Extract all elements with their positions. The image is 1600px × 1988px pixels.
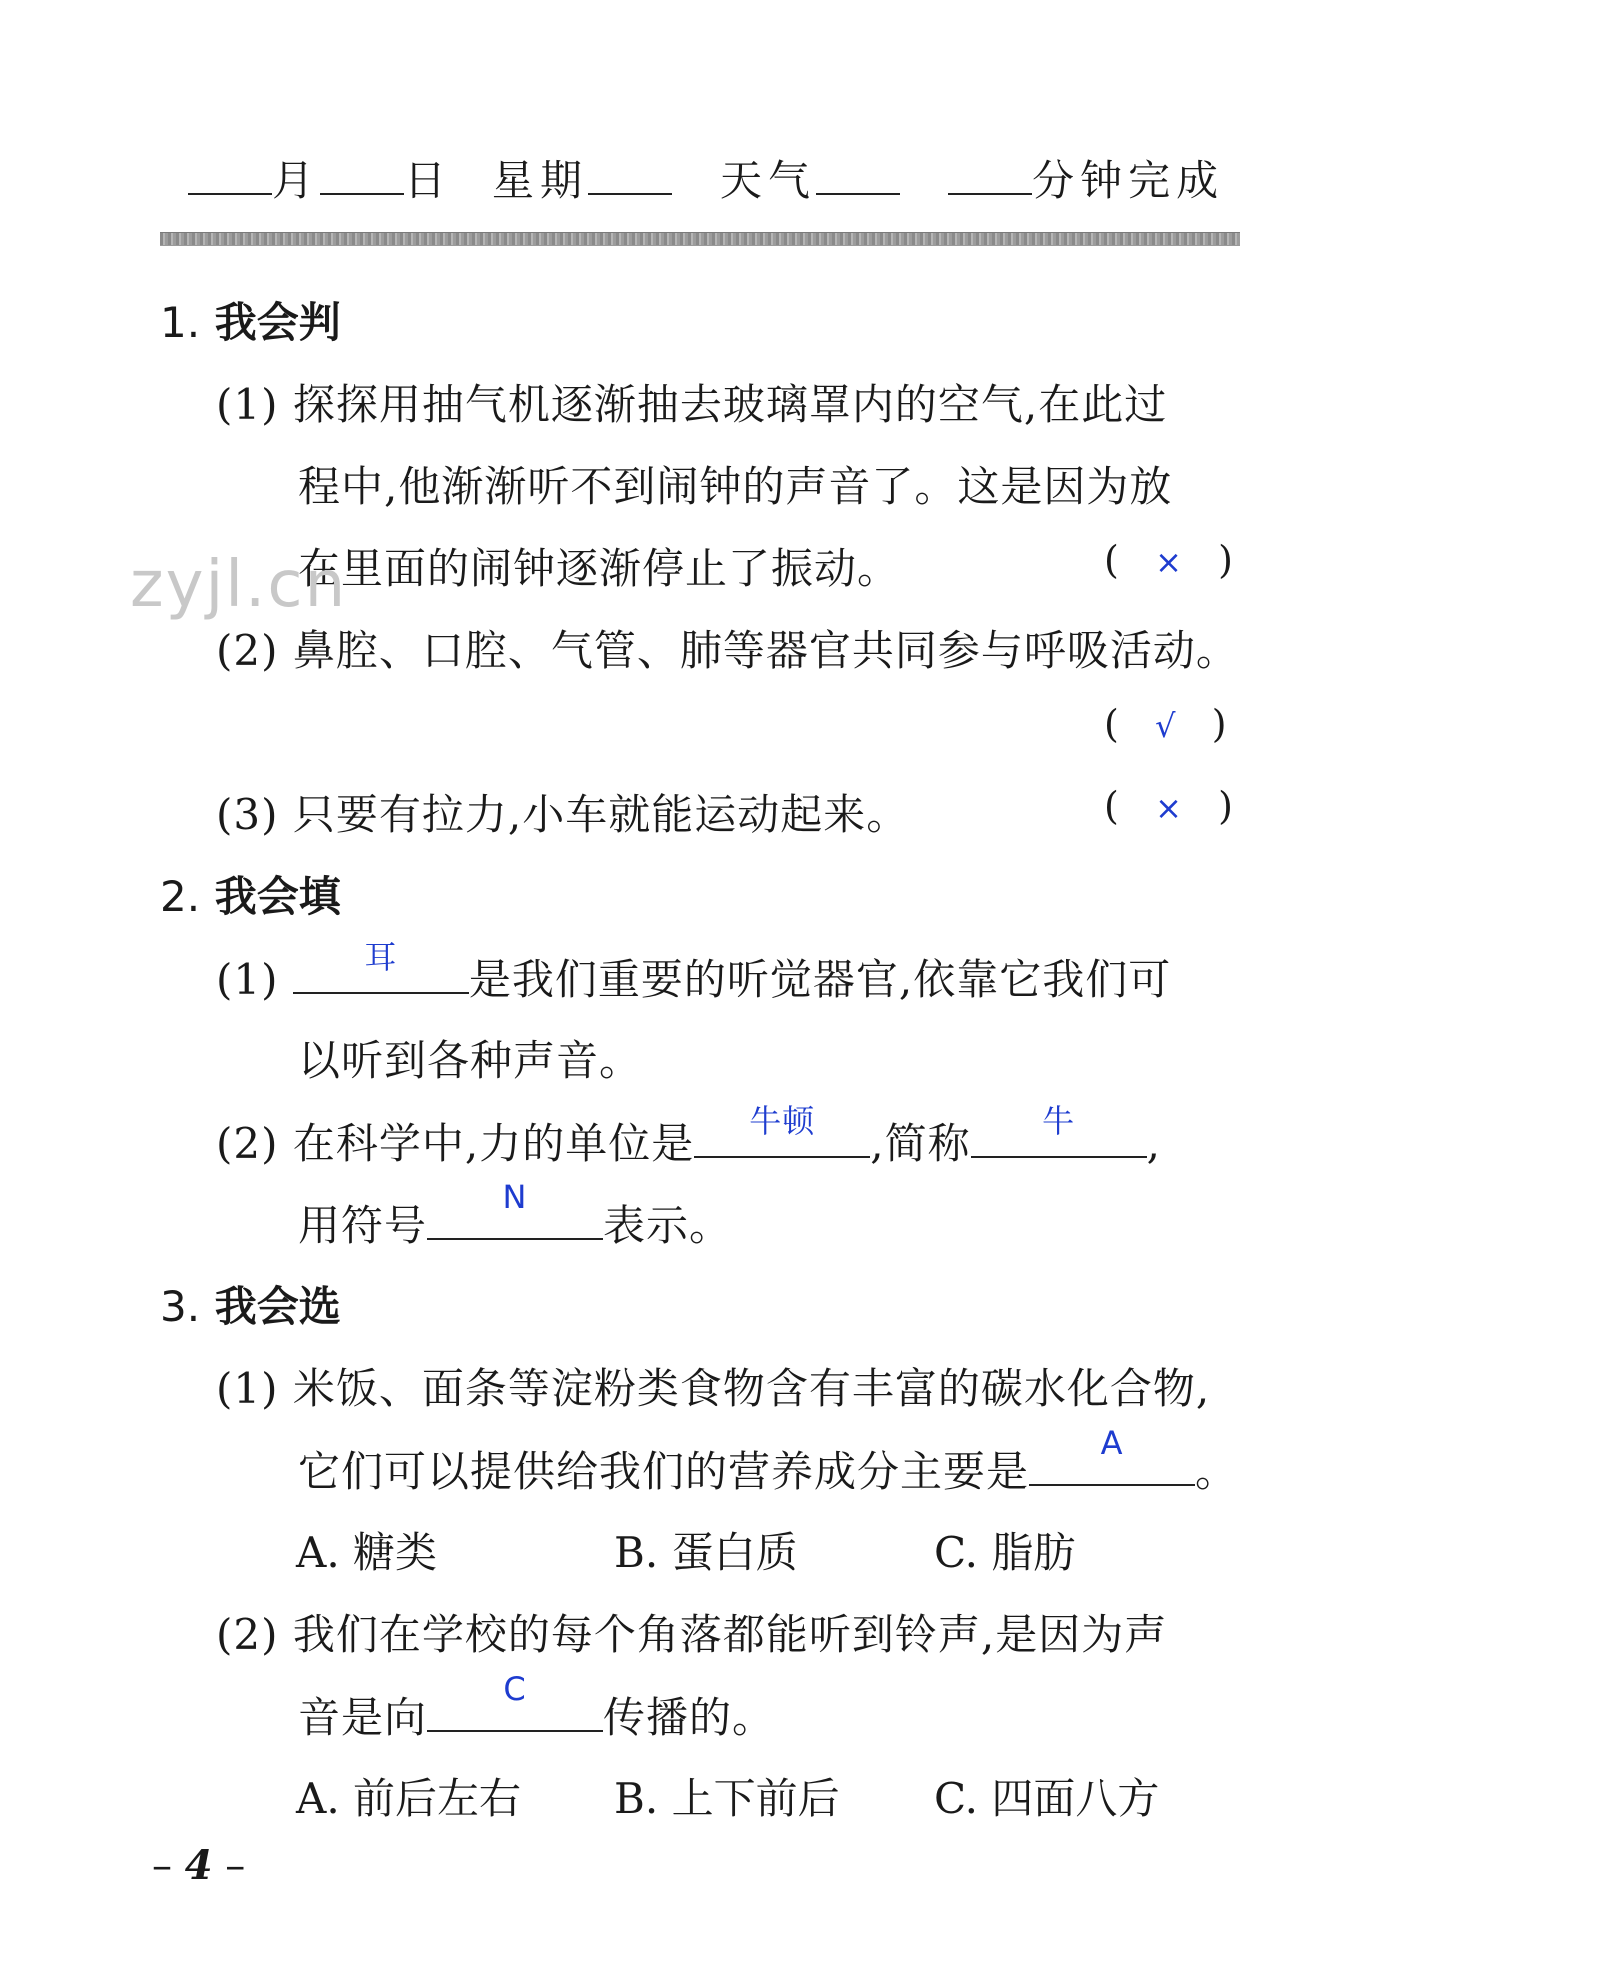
q3-1-line1 [216, 1356, 1210, 1416]
q3-2-text3: 传播的。 [603, 1693, 776, 1742]
q3-2-option-a: A. 前后左右 [296, 1774, 522, 1823]
q1-1-line1 [216, 372, 1167, 432]
q2-1-label: (1) [216, 955, 279, 1004]
q2-1-line1 [216, 938, 1172, 1007]
weekday-label: 星期 [492, 156, 589, 205]
page-number-value: 4 [184, 1842, 213, 1889]
minutes-blank [948, 183, 1032, 195]
q3-2-label: (2) [216, 1610, 279, 1659]
q3-1-label: (1) [216, 1364, 279, 1413]
q3-2-option-b: B. 上下前后 [614, 1774, 840, 1823]
q2-1-text1: 是我们重要的听觉器官,依靠它我们可 [468, 955, 1172, 1004]
q2-2-answer2: 牛 [1042, 1102, 1076, 1140]
section-3-number: 3. [160, 1282, 201, 1331]
q2-1-answer: 耳 [364, 938, 398, 976]
q3-1-option-c: C. 脂肪 [934, 1528, 1076, 1577]
q1-2-text1: 鼻腔、口腔、气管、肺等器官共同参与呼吸活动。 [292, 626, 1239, 675]
q2-2-blank2 [971, 1102, 1147, 1158]
weekday-blank [588, 183, 672, 195]
q1-3-answer-box: ( × ) [1104, 784, 1233, 828]
q3-1-text1: 米饭、面条等淀粉类食物含有丰富的碳水化合物, [292, 1364, 1211, 1413]
q1-2-line1 [216, 618, 1239, 678]
q1-1-answer-box: ( × ) [1104, 538, 1233, 582]
section-1-label: 我会判 [214, 298, 341, 347]
section-2-number: 2. [160, 872, 201, 921]
q2-2-text1: 在科学中,力的单位是 [292, 1119, 695, 1168]
q2-2-text4: 用符号 [298, 1201, 428, 1250]
q2-2-text2: ,简称 [870, 1119, 971, 1168]
q1-1-label: (1) [216, 380, 279, 429]
month-blank [188, 183, 272, 195]
q2-1-line2 [298, 1028, 642, 1088]
q1-2-label: (2) [216, 626, 279, 675]
q1-2-answer-box: ( √ ) [1104, 702, 1227, 746]
q1-1-line2 [298, 454, 1172, 514]
q3-1-answer: A [1100, 1424, 1124, 1462]
q1-1-text2: 程中,他渐渐听不到闹钟的声音了。这是因为放 [298, 462, 1173, 511]
page-number: – 4 – [152, 1842, 246, 1889]
day-blank [320, 183, 404, 195]
q2-1-blank [293, 938, 469, 994]
section-2-title [160, 864, 341, 924]
section-1-number: 1. [160, 298, 201, 347]
minutes-label: 分钟完成 [1032, 156, 1225, 205]
q1-1-text1: 探探用抽气机逐渐抽去玻璃罩内的空气,在此过 [292, 380, 1168, 429]
weather-blank [816, 183, 900, 195]
q3-2-line1 [216, 1602, 1167, 1662]
q1-3-text1: 只要有拉力,小车就能运动起来。 [292, 790, 910, 839]
weather-label: 天气 [720, 156, 817, 205]
q2-2-text3: , [1146, 1119, 1161, 1168]
q2-2-line2 [298, 1178, 733, 1253]
q3-1-option-a: A. 糖类 [296, 1528, 438, 1577]
header-divider [160, 232, 1240, 246]
header-line [188, 148, 1224, 208]
q3-2-blank [427, 1670, 603, 1732]
q2-2-line1 [216, 1102, 1161, 1171]
q2-2-answer3: N [502, 1178, 528, 1216]
q3-2-text1: 我们在学校的每个角落都能听到铃声,是因为声 [292, 1610, 1168, 1659]
q1-2-answer: √ [1155, 707, 1176, 745]
q1-3-answer: × [1155, 789, 1182, 827]
q2-2-blank3 [427, 1178, 603, 1240]
section-3-label: 我会选 [214, 1282, 341, 1331]
q3-2-option-c: C. 四面八方 [934, 1774, 1160, 1823]
watermark: zyjl.cn [130, 548, 348, 622]
q2-1-text2: 以听到各种声音。 [298, 1036, 643, 1085]
section-2-label: 我会填 [214, 872, 341, 921]
q3-1-text3: 。 [1195, 1447, 1239, 1496]
q3-2-answer: C [503, 1670, 527, 1708]
q1-1-text3: 在里面的闹钟逐渐停止了振动。 [298, 544, 901, 593]
q3-2-text2: 音是向 [298, 1693, 428, 1742]
q2-2-label: (2) [216, 1119, 279, 1168]
q2-2-blank1 [694, 1102, 870, 1158]
q3-2-line2 [298, 1670, 776, 1745]
q1-3-line1 [216, 782, 909, 842]
q3-1-option-b: B. 蛋白质 [614, 1528, 798, 1577]
q3-1-blank [1029, 1424, 1195, 1486]
q2-2-answer1: 牛顿 [749, 1102, 816, 1140]
section-3-title [160, 1274, 341, 1334]
q3-1-line2 [298, 1424, 1239, 1499]
q3-1-text2: 它们可以提供给我们的营养成分主要是 [298, 1447, 1030, 1496]
day-label: 日 [404, 156, 453, 205]
q1-1-answer: × [1155, 543, 1182, 581]
q1-3-label: (3) [216, 790, 279, 839]
q1-1-line3 [298, 536, 900, 596]
section-1-title [160, 290, 341, 350]
month-label: 月 [272, 156, 321, 205]
q2-2-text5: 表示。 [603, 1201, 733, 1250]
